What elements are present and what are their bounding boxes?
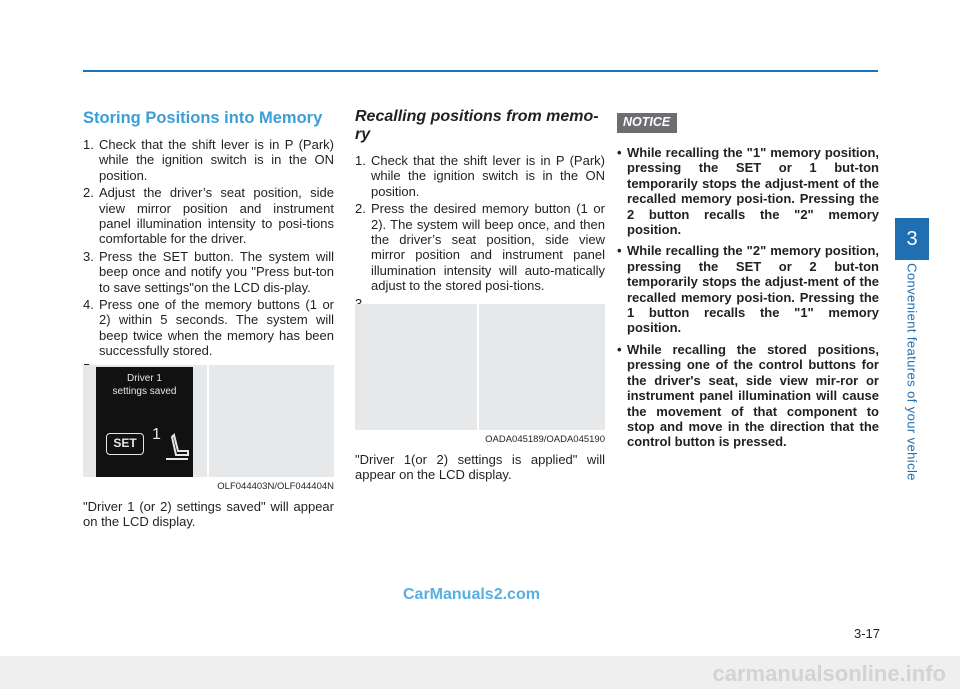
lcd-display xyxy=(96,367,193,477)
lcd-line-driver: Driver 1 xyxy=(126,372,162,384)
list-item: 4. Press one of the memory buttons (1 or 2) within 5 seconds. The system will beep twice when the memory has been successfully stored. xyxy=(83,297,334,359)
figure-divider xyxy=(207,365,209,477)
list-item: • While recalling the "1" memory position, pressing the SET or 1 but-ton temporarily stops the adjust-ment of the recalled memory posi-tion. Pressing the 2 button recalls the "2" memory position. xyxy=(617,145,879,238)
bullet-icon: • xyxy=(617,145,622,160)
result-text: "Driver 1 (or 2) settings saved" will appear on the LCD display. xyxy=(83,498,334,530)
list-item: • While recalling the stored positions, pressing one of the control buttons for the driver's seat, side view mir-ror or instrument panel illumination will cause the movement of that component to stop and move in the direction that the control button is pressed. xyxy=(617,341,879,450)
notice-section xyxy=(617,108,879,456)
list-item: 1. Check that the shift lever is in P (Park) while the ignition switch is in the ON position. xyxy=(355,153,605,199)
list-item: 1. Check that the shift lever is in P (Park) while the ignition switch is in the ON position. xyxy=(83,137,334,183)
notice-badge: NOTICE xyxy=(617,113,677,133)
page-number: 3-17 xyxy=(853,626,880,641)
notice-list xyxy=(617,145,879,450)
section-heading: Storing Positions into Memory xyxy=(83,109,323,127)
seat-memory-icon xyxy=(152,425,190,465)
list-item: • While recalling the "2" memory position, pressing the SET or 2 but-ton temporarily stops the adjust-ment of the recalled memory posi-tion. Pressing the 1 button recalls the "1" memory position. xyxy=(617,243,879,336)
storing-steps xyxy=(83,137,334,359)
result-text: "Driver 1(or 2) settings is applied" will appear on the LCD display. xyxy=(355,451,605,483)
header-rule xyxy=(83,70,878,72)
footer-watermark: carmanualsonline.info xyxy=(712,661,946,686)
chapter-tab[interactable]: 3 xyxy=(895,218,929,260)
watermark-link[interactable]: CarManuals2.com xyxy=(403,586,540,603)
figure-caption: OLF044403N/OLF044404N xyxy=(217,480,334,492)
recalling-steps xyxy=(355,153,605,294)
figure-caption: OADA045189/OADA045190 xyxy=(485,433,605,445)
seat-number: 1 xyxy=(152,425,161,443)
lcd-figure xyxy=(83,365,334,492)
list-item: 2. Adjust the driver’s seat position, side view mirror position and instrument panel illumination intensity to posi-tions comfortable for the driver. xyxy=(83,185,334,247)
storing-section xyxy=(83,108,334,543)
set-button-icon: SET xyxy=(106,433,144,455)
list-item: 3. Press the SET button. The system will beep once and notify you "Press but-ton to save settings"on the LCD dis-play. xyxy=(83,248,334,295)
figure-divider xyxy=(477,304,479,430)
recalling-section xyxy=(355,108,605,495)
bullet-icon: • xyxy=(617,243,622,259)
section-heading: Recalling positions from memo-ry xyxy=(355,108,599,143)
lcd-line-saved: settings saved xyxy=(112,385,177,397)
chapter-title: Convenient features of your vehicle xyxy=(904,263,920,481)
recall-figure xyxy=(355,304,605,445)
bullet-icon: • xyxy=(617,341,622,357)
list-item: 2. Press the desired memory button (1 or 2). The system will beep once, and then the driver’s seat position, side view mirror position and instrument panel illumination intensity will auto-matically adjust to the stored posi-tions. xyxy=(355,201,605,294)
